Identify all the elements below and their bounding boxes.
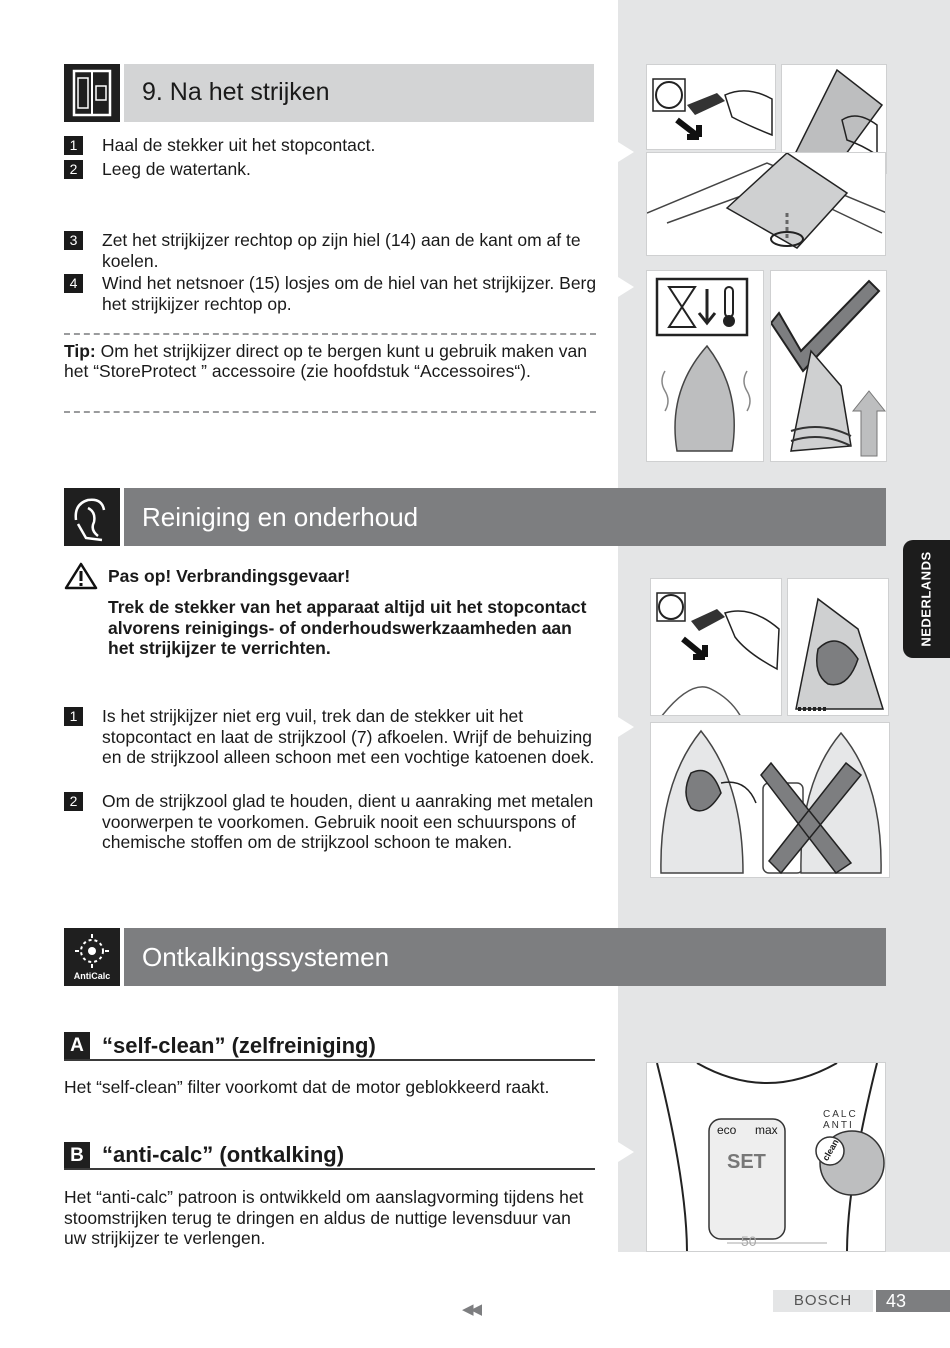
warning-body: Trek de stekker van het apparaat altijd uit het stopcontact alvorens reinigings- of onderhoudswerkzaamheden aan het strijkijzer te verrichten. <box>108 597 587 658</box>
checkmark-store-illustration <box>770 270 887 462</box>
max-label: max <box>755 1123 778 1137</box>
section-title: Reiniging en onderhoud <box>142 502 419 532</box>
subsection-text: Het “self-clean” filter voorkomt dat de motor geblokkeerd raakt. <box>64 1077 550 1097</box>
subsection-letter: B <box>64 1142 90 1170</box>
subsection-title: “anti-calc” (ontkalking) <box>102 1142 345 1167</box>
iron-controls-illustration <box>646 1062 886 1252</box>
section-title: 9. Na het strijken <box>142 78 330 106</box>
wipe-housing-illustration <box>787 578 889 716</box>
tip-text: Om het strijkijzer direct op te bergen kunt u gebruik maken van het “StoreProtect ” accessoire (zie hoofdstuk “Accessoires“). <box>64 341 587 381</box>
step-text: Wind het netsnoer (15) losjes om de hiel van het strijkijzer. Berg het strijkijzer rechtop op. <box>102 273 597 314</box>
pointer-arrow <box>618 717 634 737</box>
tip-note <box>64 341 594 381</box>
warning-icon <box>64 562 98 595</box>
step-text: Zet het strijkijzer rechtop op zijn hiel (14) aan de kant om af te koelen. <box>102 230 581 271</box>
step-4 <box>64 273 604 314</box>
warning-title: Pas op! Verbrandingsgevaar! <box>108 566 351 586</box>
eco-label: eco <box>717 1123 737 1137</box>
after-ironing-icon <box>64 64 120 122</box>
anticalc-icon <box>64 928 120 986</box>
step-3 <box>64 230 604 271</box>
step-number: 1 <box>64 707 83 726</box>
step-number: 1 <box>64 136 83 155</box>
step-number: 4 <box>64 274 83 293</box>
step-text: Haal de stekker uit het stopcontact. <box>102 135 376 155</box>
step-1 <box>64 706 604 768</box>
anticalc-icon-label: AntiCalc <box>73 971 111 981</box>
unplug-illustration <box>650 578 782 716</box>
cooling-sign-illustration <box>646 270 764 462</box>
subsection-title: “self-clean” (zelfreiniging) <box>102 1033 376 1058</box>
set-label: SET <box>727 1151 766 1173</box>
cleaning-icon <box>64 488 120 546</box>
subsection-underline <box>64 1059 595 1061</box>
page-number: 43 <box>876 1290 950 1312</box>
subsection-letter: A <box>64 1032 90 1060</box>
pointer-arrow <box>618 142 634 162</box>
tip-label: Tip: <box>64 341 96 361</box>
step-number: 3 <box>64 231 83 250</box>
divider <box>64 333 596 335</box>
step-2 <box>64 159 604 180</box>
language-tab-label: NEDERLANDS <box>918 551 934 647</box>
dial-number: 50 <box>741 1233 757 1249</box>
step-text: Om de strijkzool glad te houden, dient u aanraking met metalen voorwerpen te voorkomen. Gebruik nooit een schuurspons of chemische stoffen om de strijkzool schoon te maken. <box>102 791 594 852</box>
calc-ring-label: CALC ANTI <box>823 1109 858 1131</box>
subsection-underline <box>64 1168 595 1170</box>
section-title: Ontkalkingssystemen <box>142 942 390 972</box>
empty-tank-illustration <box>646 152 886 256</box>
pointer-arrow <box>618 1142 634 1162</box>
subsection-text: Het “anti-calc” patroon is ontwikkeld om aanslagvorming tijdens het stoomstrijken terug te dringen en aldus de nuttige levensduur van uw strijkijzer te verlengen. <box>64 1187 584 1248</box>
step-1 <box>64 135 604 156</box>
step-number: 2 <box>64 160 83 179</box>
brand-label: BOSCH <box>773 1290 873 1312</box>
clean-label: clean <box>820 1137 841 1163</box>
step-text: Is het strijkijzer niet erg vuil, trek dan de stekker uit het stopcontact en laat de strijkzool (7) afkoelen. Wrijf de behuizing en de strijkzool alleen schoon met een vochtige katoenen doek. <box>102 706 595 767</box>
pointer-arrow <box>618 277 634 297</box>
divider <box>64 411 596 413</box>
step-number: 2 <box>64 792 83 811</box>
step-text: Leeg de watertank. <box>102 159 251 179</box>
step-2 <box>64 791 604 853</box>
unplug-illustration <box>646 64 776 150</box>
soleplate-cleaning-illustration <box>650 722 890 878</box>
previous-page-button[interactable]: ◀◀ <box>462 1301 480 1318</box>
